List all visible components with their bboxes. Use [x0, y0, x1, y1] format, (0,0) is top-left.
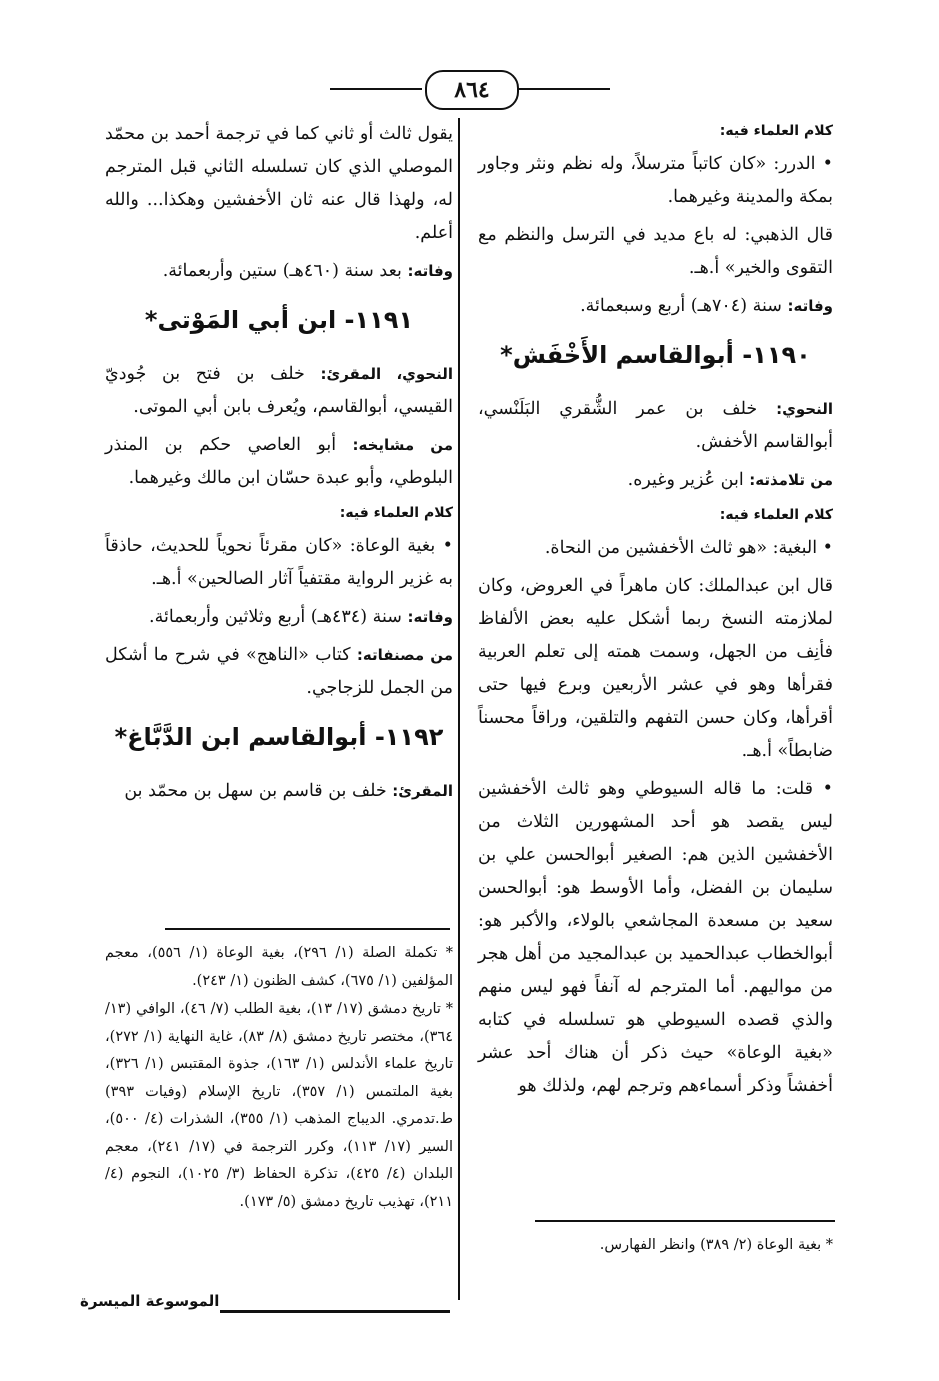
text: بعد سنة (٤٦٠هـ) ستين وأربعمائة. [162, 261, 402, 281]
entry-title-1190: ١١٩٠- أبوالقاسم الأَخْفَش* [500, 341, 811, 369]
text: كتاب «الناهج» في شرح ما أشكل من الجمل للزجاجي. [105, 645, 453, 698]
text: سنة (٤٣٤هـ) أربع وثلاثين وأربعمائة. [149, 607, 402, 627]
paragraph: قال الذهبي: له باع مديد في الترسل والنظم مع التقوى والخير» أ.هـ. [478, 225, 833, 278]
paragraph [105, 639, 453, 705]
paragraph [105, 775, 453, 808]
right-column [478, 118, 833, 1108]
entry-title-1192: ١١٩٢- أبوالقاسم ابن الدَّبَّاغ* [114, 723, 444, 751]
label: وفاته: [407, 262, 453, 280]
death-line [105, 255, 453, 288]
paragraph [478, 464, 833, 497]
footer-title: الموسوعة الميسرة [80, 1292, 220, 1310]
footnote: * تكملة الصلة (١/ ٢٩٦)، بغية الوعاة (١/ ٥٥٦)، معجم المؤلفين (١/ ٦٧٥)، كشف الظنون (١/ ٢٤٣). [105, 945, 454, 989]
label: النحوي، المقرئ: [320, 365, 453, 383]
footnote: * تاريخ دمشق (١٧/ ١٣)، بغية الطلب (٧/ ٤٦)، الوافي (١٣/ ٣٦٤)، مختصر تاريخ دمشق (٨/ ٨٣)، غاية النهاية (١/ ٢٧٢)، تاريخ علماء الأندلس (١/ ١٦٣)، جذوة المقتبس (١/ ٣٢٦)، بغية الملتمس (١/ ٣٥٧)، تاريخ الإسلام (وفيات ٣٩٣) ط.تدمري. الديباج المذهب (١/ ٣٥٥)، الشذرات (٤/ ٥٠٠)، السير (١٧/ ١١٣)، وكرر الترجمة في (١٧/ ٢٤١)، معجم البلدان (٤/ ٤٢٥)، تذكرة الحفاظ (٣/ ١٠٢٥)، النجوم (٤/ ٢١١)، تهذيب تاريخ دمشق (٥/ ١٧٣). [105, 1001, 454, 1210]
label: من مصنفاته: [356, 646, 453, 664]
text: خلف بن فتح بن جُوديّ القيسي، أبوالقاسم، ويُعرف بابن أبي الموتى. [105, 364, 453, 417]
text: ابن عُزير وغيره. [627, 470, 744, 490]
paragraph [105, 358, 453, 424]
paragraph: • قلت: ما قاله السيوطي وهو ثالث الأخفشين ليس يقصد هو أحد المشهورين الثلاث من الأخفشين الذين هم: الصغير أبوالحسن علي بن سليمان بن الفضل، وأما الأوسط هو: أبوالحسن سعيد بن مسعدة المجاشعي بالولاء، والأكبر هو: أبوالخطاب عبدالحميد بن عبدالمجيد من أهل هجر من مواليهم. أما المترجم له آنفاً فهو ليس منهم والذي قصده السيوطي هو تسلسله في كتابه «بغية الوعاة» حيث ذكر أن هناك أحد عشر أخفشاً وذكر أسماءهم وترجم لهم، ولذلك هو [478, 779, 833, 1096]
text: أبو العاصي حكم بن المنذر البلوطي، وأبو عبدة حسّان ابن مالك وغيرهما. [105, 435, 453, 488]
paragraph: قال ابن عبدالملك: كان ماهراً في العروض، وكان لملازمته النسخ ربما أشكل عليه بعض الألفاظ فأنِف من الجهل، وسمت همته إلى تعلم العربية فقرأها وهو في عشر الأربعين وبرع فيها حتى أقرأها، وكان حسن التفهم والتلقين، وراقاً محسناً ضابطاً» أ.هـ. [478, 576, 833, 761]
label: وفاته: [407, 608, 453, 626]
scholars-remarks-heading: كلام العلماء فيه: [339, 505, 453, 521]
entry-title-1191: ١١٩١- ابن أبي المَوْتى* [144, 306, 414, 334]
footer-rule [220, 1310, 450, 1313]
paragraph: • الدرر: «كان كاتباً مترسلاً، وله نظم ونثر وجاور بمكة والمدينة وغيرهما. [478, 154, 833, 207]
death-line [478, 290, 833, 323]
text: خلف بن قاسم بن سهل بن محمّد بن [124, 781, 387, 801]
label: النحوي: [776, 400, 833, 418]
footnote-rule [535, 1220, 835, 1222]
paragraph: • البغية: «هو ثالث الأخفشين من النحاة. [544, 538, 833, 558]
label: من مشايخه: [352, 436, 453, 454]
paragraph [105, 429, 453, 495]
label: وفاته: [787, 297, 833, 315]
page-number-rule-left [330, 88, 422, 90]
label: المقرئ: [392, 782, 453, 800]
page-number: ٨٦٤ [425, 70, 519, 110]
scholars-remarks-heading: كلام العلماء فيه: [719, 507, 833, 523]
footnote: * بغية الوعاة (٢/ ٣٨٩) وانظر الفهارس. [599, 1237, 833, 1253]
footnote-rule [165, 928, 450, 930]
page-number-rule-right [518, 88, 610, 90]
text: خلف بن عمر الشُّقري البَلَنْسي، أبوالقاسم الأخفش. [478, 399, 833, 452]
label: من تلامذته: [749, 471, 833, 489]
column-divider [458, 118, 460, 1300]
paragraph: • بغية الوعاة: «كان مقرئاً نحوياً للحديث، حاذقاً به غزير الرواية مقتفياً آثار الصالحين» أ.هـ. [105, 536, 453, 589]
scholars-remarks-heading: كلام العلماء فيه: [719, 123, 833, 139]
death-line [105, 601, 453, 634]
paragraph [478, 393, 833, 459]
paragraph: يقول ثالث أو ثاني كما في ترجمة أحمد بن محمّد الموصلي الذي كان تسلسله الثاني قبل المترجم له، ولهذا قال عنه ثان الأخفشين وهكذا... والله أعلم. [105, 124, 453, 243]
text: سنة (٧٠٤هـ) أربع وسبعمائة. [580, 296, 782, 316]
left-column [105, 118, 453, 813]
